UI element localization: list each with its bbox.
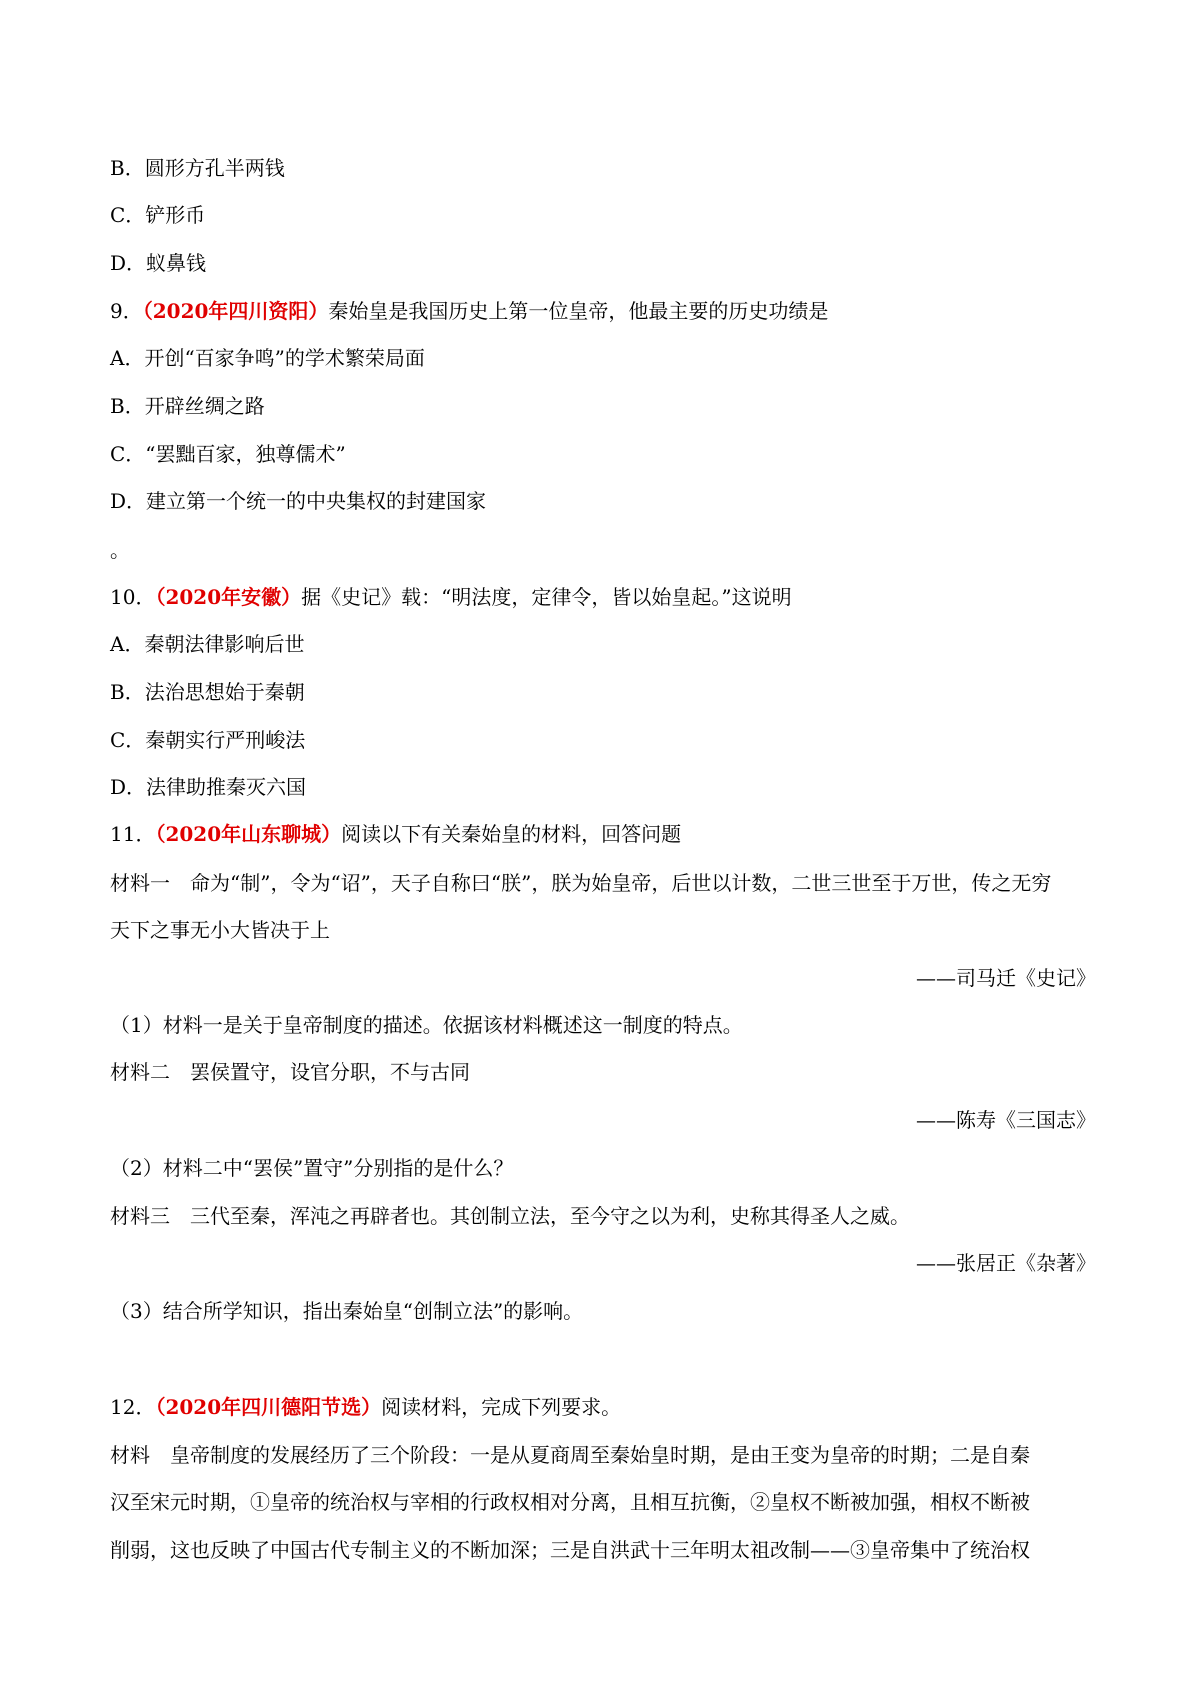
q10-number: 10．	[110, 585, 156, 609]
q8-option-d: D．蚁鼻钱	[110, 251, 207, 275]
q11-subquestion-3: （3）结合所学知识，指出秦始皇“创制立法”的影响。	[110, 1299, 584, 1323]
q9-number: 9．	[110, 299, 143, 323]
q9-stem	[110, 297, 828, 325]
q11-number: 11．	[110, 822, 156, 846]
q10-option-a: A．秦朝法律影响后世	[110, 632, 305, 656]
q11-material-1-citation: ——司马迁《史记》	[916, 966, 1096, 990]
q11-subquestion-1: （1）材料一是关于皇帝制度的描述。依据该材料概述这一制度的特点。	[110, 1013, 743, 1037]
q11-material-1-line-1: 材料一 命为“制”，令为“诏”，天子自称曰“朕”，朕为始皇帝，后世以计数，二世三世至于万世，传之无穷	[110, 871, 1052, 895]
q10-stem	[110, 583, 792, 611]
q12-material-line-2: 汉至宋元时期，①皇帝的统治权与宰相的行政权相对分离，且相互抗衡，②皇权不断被加强，相权不断被	[110, 1490, 1030, 1514]
q10-source: （2020年安徽）	[155, 585, 302, 609]
q10-option-b: B．法治思想始于秦朝	[110, 680, 305, 704]
q9-option-a: A．开创“百家争鸣”的学术繁荣局面	[110, 346, 425, 370]
q10-option-c: C．秦朝实行严刑峻法	[110, 728, 306, 752]
q9-option-d: D．建立第一个统一的中央集权的封建国家	[110, 489, 487, 513]
q11-material-3: 材料三 三代至秦，浑沌之再辟者也。其创制立法，至今守之以为利，史称其得圣人之威。	[110, 1204, 910, 1228]
q8-option-c: C．铲形币	[110, 203, 206, 227]
q9-source: （2020年四川资阳）	[142, 299, 329, 323]
q11-material-2: 材料二 罢侯置守，设官分职，不与古同	[110, 1060, 470, 1084]
q12-source: （2020年四川德阳节选）	[155, 1395, 382, 1419]
q8-option-b: B．圆形方孔半两钱	[110, 156, 285, 180]
q12-number: 12．	[110, 1395, 156, 1419]
q10-text: 据《史记》载：“明法度，定律令，皆以始皇起。”这说明	[301, 585, 792, 609]
q9-text: 秦始皇是我国历史上第一位皇帝，他最主要的历史功绩是	[328, 299, 829, 323]
q9-option-c: C．“罢黜百家，独尊儒术”	[110, 442, 346, 466]
q12-material-line-3: 削弱，这也反映了中国古代专制主义的不断加深；三是自洪武十三年明太祖改制——③皇帝集中了统治权	[110, 1538, 1030, 1562]
q10-option-d: D．法律助推秦灭六国	[110, 775, 307, 799]
q11-material-3-citation: ——张居正《杂著》	[916, 1251, 1096, 1275]
q11-source: （2020年山东聊城）	[155, 822, 342, 846]
q11-subquestion-2: （2）材料二中“罢侯”置守”分别指的是什么？	[110, 1156, 514, 1180]
q9-option-b: B．开辟丝绸之路	[110, 394, 265, 418]
q11-material-1-line-2: 天下之事无小大皆决于上	[110, 918, 330, 942]
q12-material-line-1: 材料 皇帝制度的发展经历了三个阶段：一是从夏商周至秦始皇时期，是由王变为皇帝的时期；二是自秦	[110, 1443, 1030, 1467]
q11-stem	[110, 820, 681, 848]
q12-stem	[110, 1393, 621, 1421]
q12-text: 阅读材料，完成下列要求。	[381, 1395, 622, 1419]
q9-trailing-mark: 。	[110, 538, 130, 562]
q11-material-2-citation: ——陈寿《三国志》	[916, 1108, 1096, 1132]
q11-text: 阅读以下有关秦始皇的材料，回答问题	[341, 822, 682, 846]
